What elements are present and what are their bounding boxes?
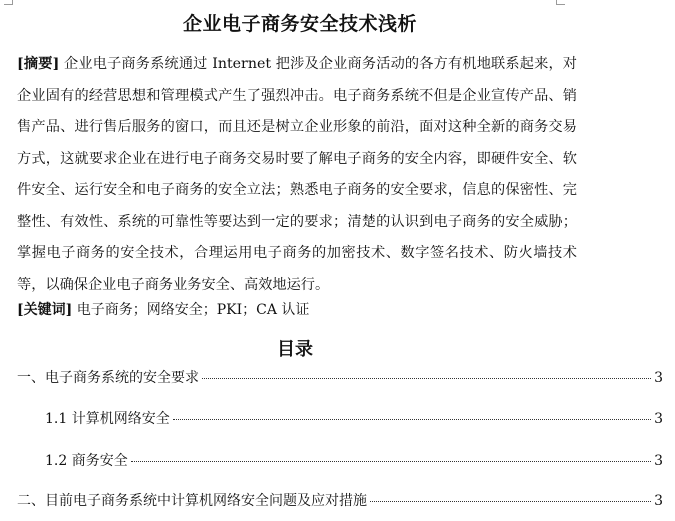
page-corner-mark-right (556, 0, 565, 5)
toc-dot-leader (202, 378, 651, 379)
toc-dot-leader (370, 501, 651, 502)
toc-entry[interactable] (17, 492, 663, 510)
toc-page-number: 3 (654, 493, 663, 509)
document-title: 企业电子商务安全技术浅析 (182, 13, 417, 35)
keywords-line (17, 300, 577, 320)
toc-page-number: 3 (654, 370, 663, 386)
toc-dot-leader (173, 419, 651, 420)
keywords-label: [关键词] (17, 302, 73, 318)
abstract-paragraph (17, 49, 577, 301)
toc-entry-label: 一、电子商务系统的安全要求 (17, 370, 199, 386)
toc-page-number: 3 (654, 453, 663, 469)
toc-title: 目录 (277, 339, 313, 360)
toc-entry[interactable] (45, 410, 663, 428)
abstract-label: [摘要] (17, 56, 60, 72)
keywords-text: 电子商务；网络安全；PKI；CA 认证 (76, 302, 310, 318)
page-corner-mark-left (4, 0, 13, 5)
toc-entry-label: 二、目前电子商务系统中计算机网络安全问题及应对措施 (17, 493, 367, 509)
toc-entry[interactable] (45, 452, 663, 470)
toc-entry[interactable] (17, 369, 663, 387)
toc-dot-leader (131, 461, 651, 462)
toc-page-number: 3 (654, 411, 663, 427)
toc-entry-label: 1.2 商务安全 (45, 453, 128, 469)
toc-entry-label: 1.1 计算机网络安全 (45, 411, 170, 427)
abstract-text: 企业电子商务系统通过 Internet 把涉及企业商务活动的各方有机地联系起来，对企业固有的经营思想和管理模式产生了强烈冲击。电子商务系统不但是企业宣传产品、销售产品、进行售后服务的窗口，而且还是树立企业形象的前沿，面对这种全新的商务交易方式，这就要求企业在进行电子商务交易时要了解电子商务的安全内容，即硬件安全、软件安全、运行安全和电子商务的安全立法；熟悉电子商务的安全要求，信息的保密性、完整性、有效性、系统的可靠性等要达到一定的要求；清楚的认识到电子商务的安全威胁；掌握电子商务的安全技术，合理运用电子商务的加密技术、数字签名技术、防火墙技术等，以确保企业电子商务业务安全、高效地运行。 (17, 56, 577, 293)
